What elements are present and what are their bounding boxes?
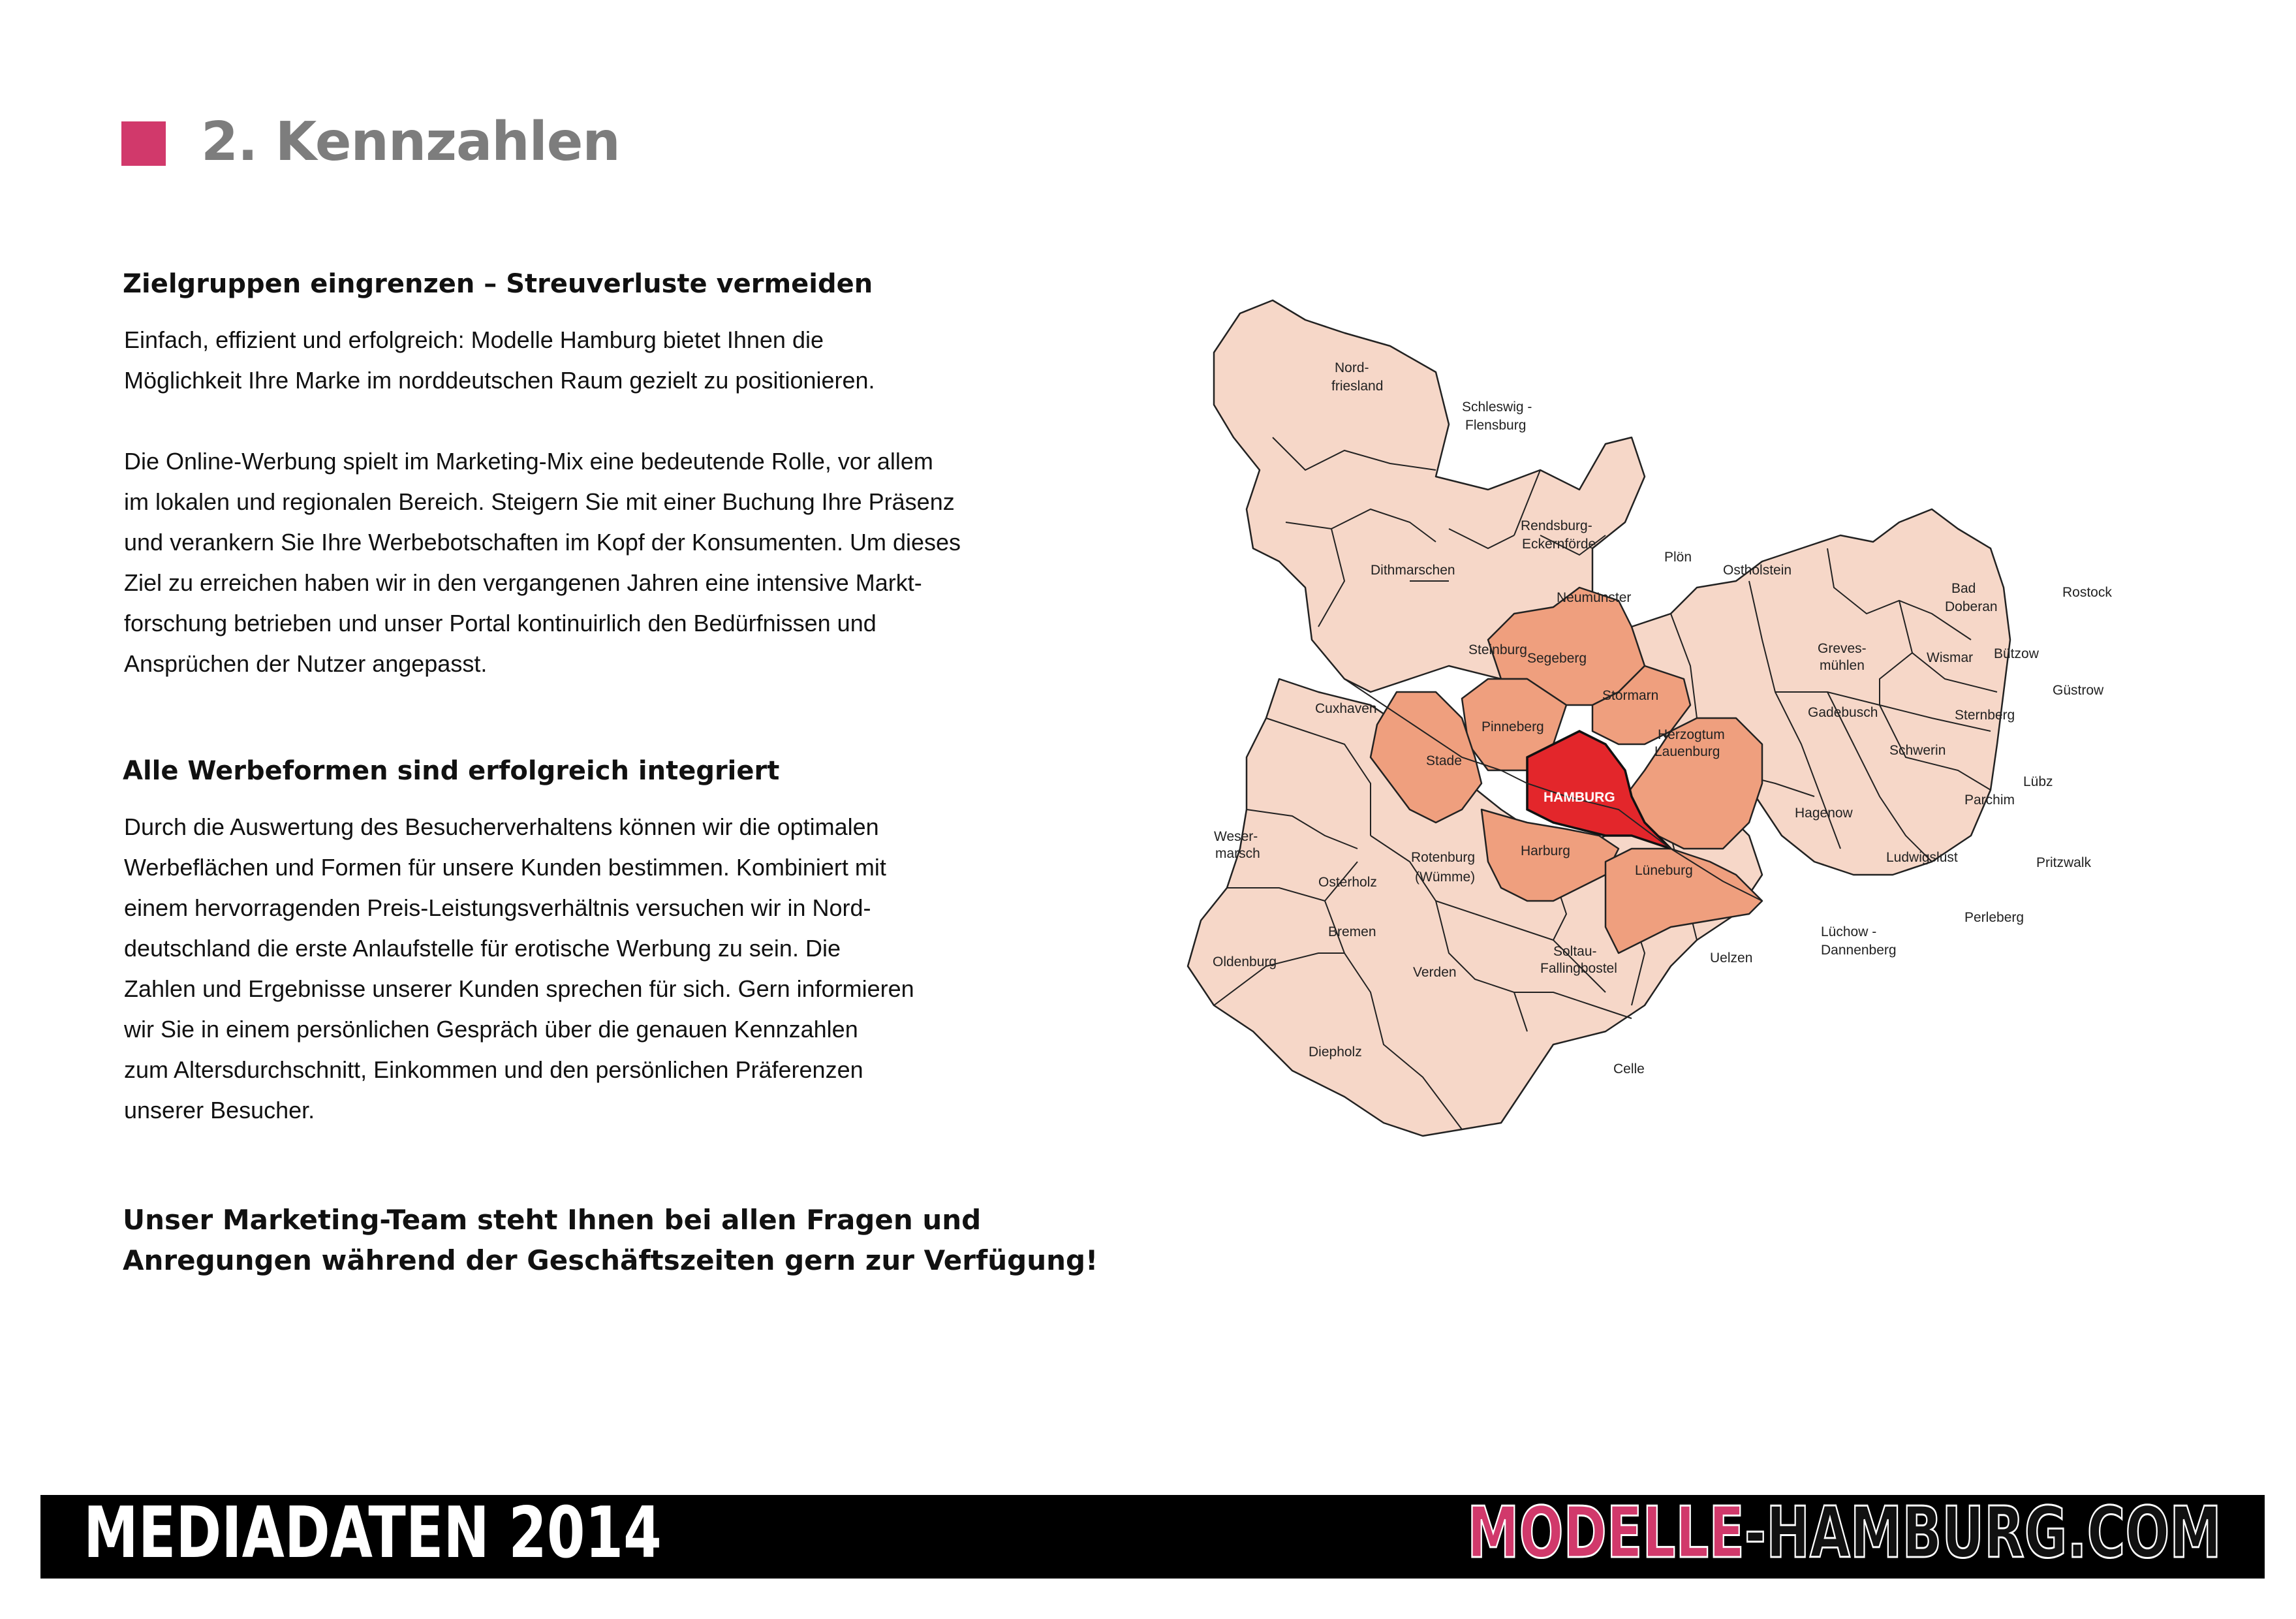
map-label-hamburg: HAMBURG [1544,790,1615,805]
map-label: Flensburg [1465,418,1527,433]
logo-part-modelle: MODELLE [1467,1492,1745,1574]
paragraph-online-werbung [124,441,961,684]
text-line: einem hervorragenden Preis-Leistungsverhältnis versuchen wir in Nord- [124,894,871,921]
text-line: Durch die Auswertung des Besucherverhaltens können wir die optimalen [124,813,879,840]
text-line: Unser Marketing-Team steht Ihnen bei allen Fragen und [123,1204,982,1236]
map-label: Sternberg [1955,708,2015,723]
text-line: im lokalen und regionalen Bereich. Steigern Sie mit einer Buchung Ihre Präsenz [124,488,955,515]
map-label: Diepholz [1309,1045,1362,1060]
map-label: Stade [1426,753,1462,768]
map-label: Cuxhaven [1315,701,1377,716]
map-label: Gadebusch [1808,705,1878,720]
text-line: Ziel zu erreichen haben wir in den vergangenen Jahren eine intensive Markt- [124,569,922,596]
map-label: Bützow [1994,646,2039,661]
text-line: deutschland die erste Anlaufstelle für erotische Werbung zu sein. Die [124,935,841,962]
map-label: Dannenberg [1821,943,1897,958]
map-label: Eckernförde [1522,537,1596,552]
map-label: Rostock [2062,585,2112,600]
text-line: und verankern Sie Ihre Werbebotschaften im Kopf der Konsumenten. Um dieses [124,529,961,556]
map-label: friesland [1331,379,1384,394]
map-label: Plön [1664,550,1692,565]
section-heading-werbeformen: Alle Werbeformen sind erfolgreich integriert [123,756,780,786]
map-label: (Wümme) [1415,870,1476,885]
map-label: Parchim [1964,793,2015,808]
map-label: Lüneburg [1635,863,1693,878]
map-label: Uelzen [1710,951,1753,966]
map-label: Steinburg [1468,642,1527,657]
map-label: Greves- [1818,641,1867,656]
map-label: Perleberg [1964,910,2025,925]
map-label: Neumünster [1557,590,1632,605]
map-label: Bremen [1328,924,1376,939]
map-label: Fallingbostel [1540,961,1617,976]
map-label: Wismar [1927,650,1974,665]
section-marker-square [121,121,166,166]
text-line: Die Online-Werbung spielt im Marketing-Mix eine bedeutende Rolle, vor allem [124,448,933,475]
map-label: Rendsburg- [1521,518,1592,533]
map-label: Hagenow [1795,806,1853,821]
text-line: Werbeflächen und Formen für unsere Kunden bestimmen. Kombiniert mit [124,854,886,881]
logo-part-domain: -HAMBURG.COM [1745,1492,2222,1574]
map-label: Weser- [1214,829,1258,844]
map-label: Lüchow - [1821,924,1877,939]
map-label: Pinneberg [1482,719,1544,734]
map-label: marsch [1215,846,1260,861]
map-label: Celle [1613,1061,1645,1077]
map-label: Schwerin [1889,743,1946,758]
map-label: Soltau- [1553,944,1597,959]
text-line: zum Altersdurchschnitt, Einkommen und den persönlichen Präferenzen [124,1056,863,1083]
map-label: Herzogtum [1658,727,1725,742]
map-label: Schleswig - [1462,400,1532,415]
text-line: Möglichkeit Ihre Marke im norddeutschen Raum gezielt zu positionieren. [124,367,875,394]
text-line: wir Sie in einem persönlichen Gespräch über die genauen Kennzahlen [124,1016,858,1043]
map-label: Bad [1951,581,1976,596]
map-label: Lübz [2023,774,2053,789]
map-label: Osterholz [1318,875,1377,890]
footer-mediadaten: MEDIADATEN 2014 [84,1492,662,1574]
map-label: Oldenburg [1213,954,1277,969]
map-label: Rotenburg [1411,850,1476,865]
paragraph-intro [124,320,875,401]
map-label: Dithmarschen [1371,563,1455,578]
text-line: Anregungen während der Geschäftszeiten gern zur Verfügung! [123,1244,1098,1276]
text-line: Einfach, effizient und erfolgreich: Modelle Hamburg bietet Ihnen die [124,326,824,353]
text-line: forschung betrieben und unser Portal kontinuirlich den Bedürfnissen und [124,610,877,637]
closing-statement [123,1200,1098,1281]
region-map [1175,274,2193,1175]
section-heading-zielgruppen: Zielgruppen eingrenzen – Streuverluste vermeiden [123,269,873,299]
map-label: Ostholstein [1723,563,1792,578]
map-label: Harburg [1521,843,1570,858]
map-label: Segeberg [1527,651,1587,666]
map-label: Nord- [1335,360,1369,375]
map-label: mühlen [1820,658,1865,673]
map-label: Stormarn [1602,688,1659,703]
footer-logo [1467,1492,2222,1574]
map-label: Lauenburg [1654,744,1720,759]
map-label: Güstrow [2053,683,2104,698]
map-label: Doberan [1945,599,1998,614]
page-title: 2. Kennzahlen [201,111,620,173]
text-line: Zahlen und Ergebnisse unserer Kunden sprechen für sich. Gern informieren [124,975,914,1002]
map-label: Ludwigslust [1886,850,1958,865]
map-label: Pritzwalk [2036,855,2092,870]
map-label: Verden [1413,965,1457,980]
paragraph-besucherverhalten [124,807,914,1131]
text-line: Ansprüchen der Nutzer angepasst. [124,650,488,677]
text-line: unserer Besucher. [124,1097,315,1124]
